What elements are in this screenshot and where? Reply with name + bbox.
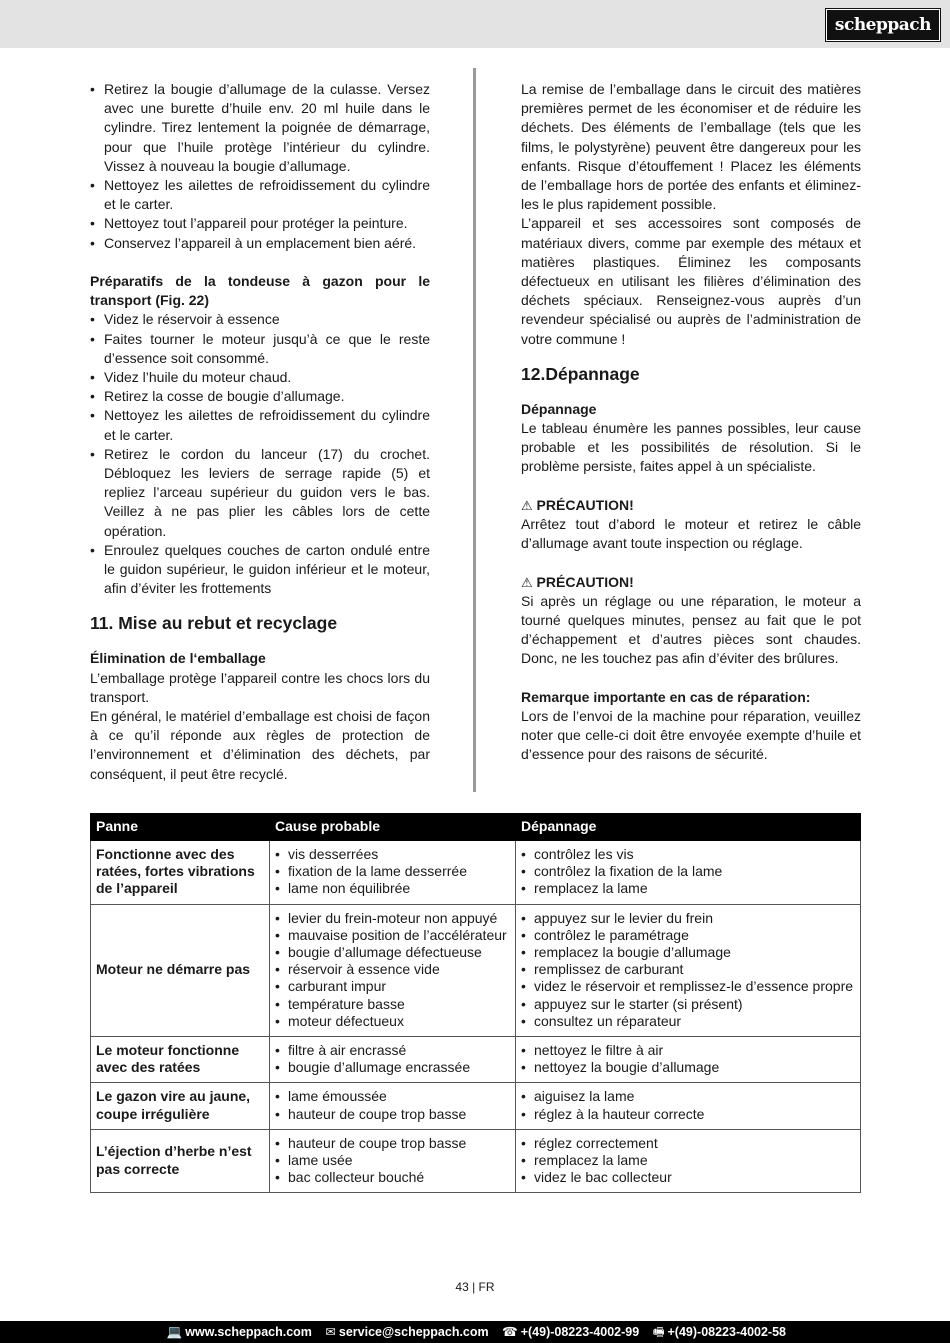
cause-item: • température basse <box>275 996 510 1013</box>
cause-list <box>275 910 510 1030</box>
remedy-cell <box>516 841 861 905</box>
remedy-cell <box>516 1129 861 1193</box>
remedy-item: • réglez à la hauteur correcte <box>521 1106 855 1123</box>
elimination-heading: Élimination de l‘emballage <box>90 650 266 667</box>
website-text: www.scheppach.com <box>185 1325 312 1339</box>
caution-1-heading <box>521 496 861 515</box>
cause-item: • mauvaise position de l’accélérateur <box>275 927 510 944</box>
transport-heading: Préparatifs de la tondeuse à gazon pour le transport (Fig. 22) <box>90 273 430 309</box>
remedy-item: • remplacez la lame <box>521 1152 855 1169</box>
cause-item: • moteur défectueux <box>275 1013 510 1030</box>
list-item: • Nettoyez les ailettes de refroidissement du cylindre et le carter. <box>90 406 430 444</box>
recycling-paragraph-1: La remise de l’emballage dans le circuit des matières premières permet de les économiser et de réduire les déchets. Des éléments de l’emballage (tels que les films, le polystyrène) peuvent être dangereux pour les enfants. Risque d’étouffement ! Placez les éléments de l’emballage hors de portée des enfants et éliminez-les le plus rapidement possible. <box>521 81 861 213</box>
caution-2-text: Si après un réglage ou une réparation, le moteur a tourné quelques minutes, pensez au fait que le pot d’échappement et d’autres pièces sont chaudes. Donc, ne les touchez pas afin d’éviter des brûlures. <box>521 592 861 667</box>
footer-website[interactable] <box>167 1325 316 1339</box>
cause-item: • lame émoussée <box>275 1088 510 1105</box>
footer-phone[interactable] <box>502 1325 643 1339</box>
panne-cell: Le gazon vire au jaune, coupe irrégulière <box>91 1083 270 1129</box>
list-item: • Retirez le cordon du lanceur (17) du crochet. Débloquez les leviers de serrage rapide (5) et repliez l’arceau supérieur du guidon vers le bas. Veillez à ne pas plier les câbles lors de cette opération. <box>90 445 430 541</box>
remedy-cell <box>516 1083 861 1129</box>
panne-cell: Moteur ne démarre pas <box>91 904 270 1036</box>
list-item: • Faites tourner le moteur jusqu’à ce que le reste d’essence soit consommé. <box>90 330 430 368</box>
section-11-title: 11. Mise au rebut et recyclage <box>90 613 338 634</box>
elimination-paragraph-2: En général, le matériel d’emballage est choisi de façon à ce qu’il réponde aux règles de protection de l’environnement et d’élimination des déchets, par conséquent, il peut être recyclé. <box>90 708 430 782</box>
header-cause: Cause probable <box>270 814 516 841</box>
cause-list <box>275 846 510 898</box>
remedy-item: • appuyez sur le starter (si présent) <box>521 996 855 1013</box>
remedy-item: • contrôlez la fixation de la lame <box>521 863 855 880</box>
list-item: • Nettoyez les ailettes de refroidissement du cylindre et le carter. <box>90 176 430 214</box>
page-number: 43 | FR <box>455 1280 495 1294</box>
cause-item: • hauteur de coupe trop basse <box>275 1106 510 1123</box>
remedy-list <box>521 1042 855 1076</box>
caution-2-heading <box>521 573 861 592</box>
header-panne: Panne <box>91 814 270 841</box>
remark-heading: Remarque importante en cas de réparation: <box>521 688 811 705</box>
remedy-list <box>521 1088 855 1122</box>
section-12-title: 12.Dépannage <box>521 363 640 384</box>
cause-item: • hauteur de coupe trop basse <box>275 1135 510 1152</box>
list-item: • Retirez la bougie d’allumage de la culasse. Versez avec une burette d’huile env. 20 ml huile dans le cylindre. Tirez lentement la poignée de démarrage, pour que l’huile protège l’intérieur du cylindre. Vissez à nouveau la bougie d’allumage. <box>90 80 430 176</box>
storage-bullet-list <box>90 80 430 253</box>
remedy-item: • remplacez la bougie d’allumage <box>521 944 855 961</box>
transport-bullet-list <box>90 310 430 598</box>
cause-cell <box>270 1129 516 1193</box>
cause-list <box>275 1088 510 1122</box>
remedy-item: • nettoyez le filtre à air <box>521 1042 855 1059</box>
remedy-cell <box>516 1037 861 1083</box>
phone-icon: ☎ <box>502 1325 518 1339</box>
remedy-list <box>521 910 855 1030</box>
cause-item: • fixation de la lame desserrée <box>275 863 510 880</box>
computer-icon: 💻 <box>166 1325 183 1339</box>
list-item: • Retirez la cosse de bougie d’allumage. <box>90 387 430 406</box>
cause-list <box>275 1135 510 1187</box>
cause-item: • levier du frein-moteur non appuyé <box>275 910 510 927</box>
panne-cell: L’éjection d’herbe n’est pas correcte <box>91 1129 270 1193</box>
list-item: • Videz l’huile du moteur chaud. <box>90 368 430 387</box>
troubleshooting-table <box>90 813 861 1193</box>
remedy-item: • appuyez sur le levier du frein <box>521 910 855 927</box>
remedy-item: • réglez correctement <box>521 1135 855 1152</box>
caution-1-text: Arrêtez tout d’abord le moteur et retirez le câble d’allumage avant toute inspection ou réglage. <box>521 516 861 552</box>
footer-fax <box>653 1325 786 1339</box>
table-row <box>91 841 861 905</box>
cause-item: • filtre à air encrassé <box>275 1042 510 1059</box>
caution-2-title: PRÉCAUTION! <box>536 573 634 590</box>
table-row <box>91 1129 861 1193</box>
remedy-item: • consultez un réparateur <box>521 1013 855 1030</box>
column-divider <box>473 68 476 792</box>
brand-logo: scheppach <box>826 9 940 41</box>
cause-cell <box>270 841 516 905</box>
depannage-heading: Dépannage <box>521 400 597 417</box>
remedy-item: • videz le bac collecteur <box>521 1169 855 1186</box>
elimination-paragraph-1: L’emballage protège l’appareil contre les chocs lors du transport. <box>90 669 430 705</box>
warning-icon: ⚠ <box>521 497 533 513</box>
remedy-item: • contrôlez les vis <box>521 846 855 863</box>
table-body <box>91 841 861 1193</box>
mail-icon: ✉ <box>325 1325 336 1339</box>
table-row <box>91 1037 861 1083</box>
email-text: service@scheppach.com <box>338 1325 489 1339</box>
right-column <box>521 80 861 765</box>
header-depannage: Dépannage <box>516 814 861 841</box>
remedy-cell <box>516 904 861 1036</box>
list-item: • Videz le réservoir à essence <box>90 310 430 329</box>
remedy-list <box>521 1135 855 1187</box>
cause-item: • réservoir à essence vide <box>275 961 510 978</box>
cause-item: • lame usée <box>275 1152 510 1169</box>
remark-text: Lors de l’envoi de la machine pour réparation, veuillez noter que celle-ci doit être envoyée exempte d’huile et d’essence pour des raisons de sécurité. <box>521 708 861 763</box>
remedy-item: • remplacez la lame <box>521 880 855 897</box>
cause-item: • vis desserrées <box>275 846 510 863</box>
cause-item: • bac collecteur bouché <box>275 1169 510 1186</box>
fax-icon: 🖷 <box>652 1325 665 1339</box>
list-item: • Enroulez quelques couches de carton ondulé entre le guidon supérieur, le guidon inférieur et le moteur, afin d’éviter les frottements <box>90 541 430 599</box>
list-item: • Conservez l’appareil à un emplacement bien aéré. <box>90 234 430 253</box>
cause-item: • lame non équilibrée <box>275 880 510 897</box>
depannage-paragraph: Le tableau énumère les pannes possibles, leur cause probable et les possibilités de résolution. Si le problème persiste, faites appel à un spécialiste. <box>521 420 861 475</box>
cause-cell <box>270 904 516 1036</box>
table-row <box>91 904 861 1036</box>
remedy-item: • contrôlez le paramétrage <box>521 927 855 944</box>
footer-email[interactable] <box>325 1325 492 1339</box>
fax-text: +(49)-08223-4002-58 <box>667 1325 786 1339</box>
cause-item: • bougie d’allumage encrassée <box>275 1059 510 1076</box>
left-column <box>90 80 430 784</box>
remedy-item: • videz le réservoir et remplissez-le d’essence propre <box>521 978 855 995</box>
remedy-list <box>521 846 855 898</box>
header-bar <box>0 0 950 48</box>
cause-cell <box>270 1083 516 1129</box>
list-item: • Nettoyez tout l’appareil pour protéger la peinture. <box>90 214 430 233</box>
recycling-paragraph-2: L’appareil et ses accessoires sont composés de matériaux divers, comme par exemple des métaux et matières plastiques. Éliminez les composants défectueux en utilisant les filières d’élimination des déchets spéciaux. Renseignez-vous auprès d’un revendeur spécialisé ou auprès de l’administration de votre commune ! <box>521 215 861 347</box>
footer-bar <box>0 1321 950 1343</box>
table-row <box>91 1083 861 1129</box>
table-header-row <box>91 814 861 841</box>
panne-cell: Fonctionne avec des ratées, fortes vibrations de l’appareil <box>91 841 270 905</box>
caution-1-title: PRÉCAUTION! <box>536 496 634 513</box>
cause-item: • carburant impur <box>275 978 510 995</box>
cause-item: • bougie d’allumage défectueuse <box>275 944 510 961</box>
cause-list <box>275 1042 510 1076</box>
phone-text: +(49)-08223-4002-99 <box>520 1325 640 1339</box>
remedy-item: • remplissez de carburant <box>521 961 855 978</box>
warning-icon: ⚠ <box>521 574 533 590</box>
cause-cell <box>270 1037 516 1083</box>
remedy-item: • aiguisez la lame <box>521 1088 855 1105</box>
panne-cell: Le moteur fonctionne avec des ratées <box>91 1037 270 1083</box>
remedy-item: • nettoyez la bougie d’allumage <box>521 1059 855 1076</box>
